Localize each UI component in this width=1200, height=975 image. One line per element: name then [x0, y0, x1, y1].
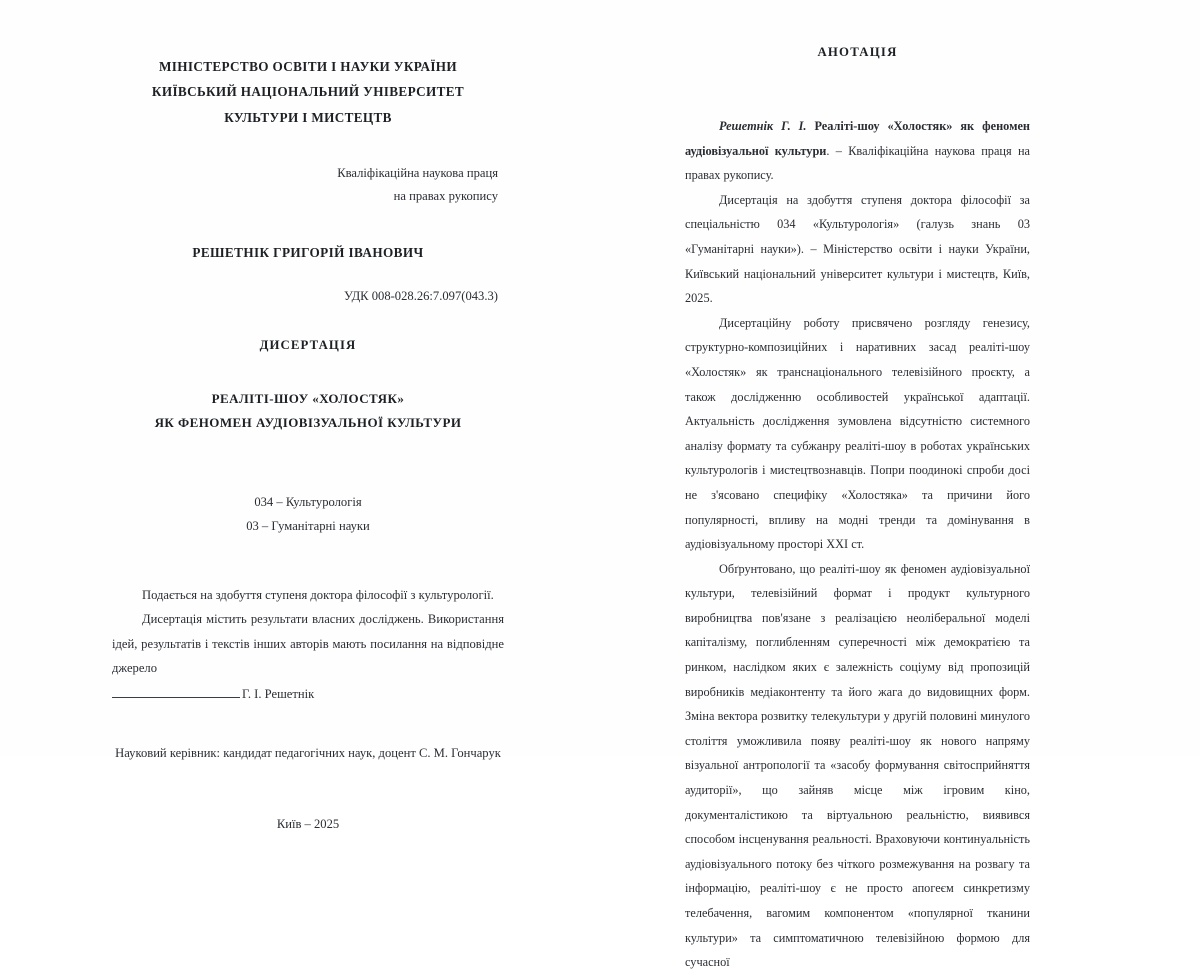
organization-line-1: МІНІСТЕРСТВО ОСВІТИ І НАУКИ УКРАЇНИ: [158, 59, 458, 74]
declaration-line-2: Дисертація містить результати власних досліджень. Використання ідей, результатів і текстів інших авторів мають посилання на відповідне джерело: [112, 612, 504, 676]
document-kind: ДИСЕРТАЦІЯ: [259, 337, 357, 352]
signature-rule: [112, 685, 240, 698]
work-title-line-1: РЕАЛІТІ-ШОУ «ХОЛОСТЯК»: [211, 390, 405, 406]
organization-line-3: КУЛЬТУРИ І МИСТЕЦТВ: [224, 109, 392, 125]
author-name: РЕШЕТНІК ГРИГОРІЙ ІВАНОВИЧ: [192, 244, 424, 260]
organization-line-2: КИЇВСЬКИЙ НАЦІОНАЛЬНИЙ УНІВЕРСИТЕТ: [151, 84, 465, 100]
annotation-body: [685, 114, 1030, 975]
signature-name: Г. І. Решетнік: [242, 686, 315, 701]
reference-title: Реаліті-шоу «Холостяк» як феномен аудіовізуальної культури: [685, 119, 1030, 158]
work-title-line-2: ЯК ФЕНОМЕН АУДІОВІЗУАЛЬНОЇ КУЛЬТУРИ: [154, 414, 462, 430]
annotation-paragraph-2: Дисертаційну роботу присвячено розгляду генезису, структурно-композиційних і наративних засад реаліті-шоу «Холостяк» як транснаціонального телевізійного проєкту, а також дослідженню особливостей української адаптації. Актуальність дослідження зумовлена відсутністю системного аналізу формату та субжанру реаліті-шоу в роботах українських культурологів і мистецтвознавців. Попри поодинокі спроби досі не з'ясовано специфіку «Холостяка» та причини його популярності, впливу на модні тренди та домінування в аудіовізуальному просторі XXI ст.: [685, 315, 1030, 552]
reference-tail: . – Кваліфікаційна наукова праця на правах рукопису.: [685, 143, 1031, 183]
reference-author: Решетнік Г. І.: [719, 119, 807, 133]
scientific-advisor: Науковий керівник: кандидат педагогічних наук, доцент С. М. Гончарук: [115, 746, 501, 761]
annotation-paragraph-1: Дисертація на здобуття ступеня доктора філософії за спеціальністю 034 «Культурологія» (галузь знань 03 «Гуманітарні науки»). – Міністерство освіти і науки України, Київський національний університет культури і мистецтв, Київ, 2025.: [685, 192, 1030, 306]
annotation-heading: АНОТАЦІЯ: [817, 45, 898, 59]
field-of-knowledge: 03 – Гуманітарні науки: [246, 518, 370, 533]
work-title: [112, 387, 504, 435]
signature-row: [112, 682, 504, 707]
udc-code: УДК 008-028.26:7.097(043.3): [343, 288, 498, 303]
annotation-page: [600, 0, 1200, 970]
annotation-reference-paragraph: [685, 114, 1030, 188]
annotation-paragraph-3: Обґрунтовано, що реаліті-шоу як феномен аудіовізуальної культури, телевізійний формат і продукт культурного виробництва пов'язане з реалізацією неоліберальної моделі капіталізму, поглибленням суперечності між демократією та ринком, наслідком яких є залежність соціуму від пропозицій виробників медіаконтенту та його жага до видовищних форм. Зміна вектора розвитку телекультури у другій половині минулого століття уможливила появу реаліті-шоу як нового напряму візуальної антропології та «засобу формування світосприйняття аудиторії», що зайняв місце між ігровим кіно, документалістикою та віртуальною реальністю, виявився способом інсценування реальності. Враховуючи континуальність аудіовізуального потоку без чіткого розмежування на розвагу та інформацію, реаліті-шоу є не просто апогеєм синкретизму телебачення, вагомим компонентом «популярної тканини культури» та симптоматичною телевізійною формою для сучасної: [685, 561, 1030, 970]
declaration-line-1: Подається на здобуття ступеня доктора філософії з культурології.: [142, 587, 494, 602]
city-and-year: Київ – 2025: [276, 817, 340, 832]
manuscript-note-line-2: на правах рукопису: [393, 189, 498, 204]
declaration-block: [112, 583, 504, 707]
specialty-block: [112, 491, 504, 539]
manuscript-note: [112, 162, 504, 209]
title-page: [0, 0, 600, 832]
organization-heading: [112, 54, 504, 130]
specialty-code: 034 – Культурологія: [254, 494, 362, 509]
manuscript-note-line-1: Кваліфікаційна наукова праця: [337, 166, 498, 181]
